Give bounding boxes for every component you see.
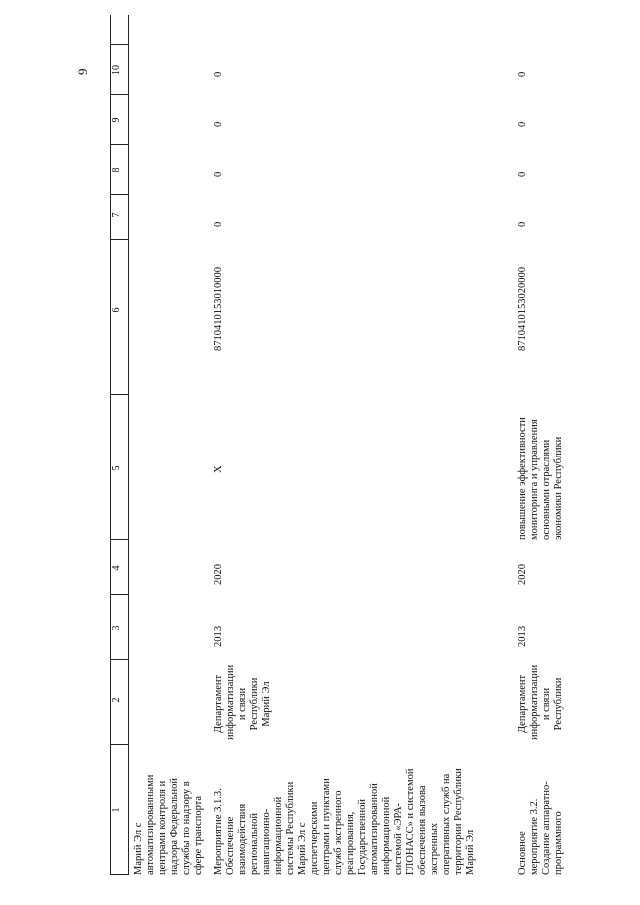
- col-divider: [110, 144, 128, 145]
- row-budget-code: 8710410153010000: [213, 267, 224, 351]
- row-executor: Департамент информатизации и связи Республики Марий Эл: [213, 664, 272, 740]
- row-continuation-text: Марий Эл с автоматизированными центрами контроля и надзора Федеральной службы по надзору в сфере транспорта: [133, 774, 204, 875]
- col-header-6: 6: [111, 307, 122, 313]
- row-value-9: 0: [517, 121, 528, 127]
- row-value-9: 0: [213, 121, 224, 127]
- page-number: 9: [75, 68, 90, 75]
- col-header-1: 1: [111, 807, 122, 813]
- row-result: повышение эффективности мониторинга и управления основными отраслями экономики Республики: [517, 417, 564, 540]
- col-divider: [110, 94, 128, 95]
- row-measure-name: Основное мероприятие 3.2. Создание аппаратно- программного: [517, 781, 564, 875]
- col-divider: [110, 594, 128, 595]
- col-header-4: 4: [111, 565, 122, 571]
- col-divider: [110, 239, 128, 240]
- row-end-year: 2020: [213, 564, 224, 585]
- row-end-year: 2020: [517, 564, 528, 585]
- col-divider: [110, 874, 128, 875]
- row-value-7: 0: [213, 221, 224, 227]
- col-header-3: 3: [111, 625, 122, 631]
- col-divider: [110, 44, 128, 45]
- col-header-5: 5: [111, 465, 122, 471]
- row-value-8: 0: [517, 171, 528, 177]
- col-divider: [110, 744, 128, 745]
- row-value-10: 0: [517, 71, 528, 77]
- row-start-year: 2013: [213, 626, 224, 647]
- row-budget-code: 8710410153020000: [517, 267, 528, 351]
- col-divider: [110, 659, 128, 660]
- col-header-9: 9: [111, 117, 122, 123]
- col-divider: [110, 394, 128, 395]
- col-header-2: 2: [111, 697, 122, 703]
- row-result: X: [213, 465, 224, 473]
- header-bottom-rule: [128, 15, 129, 875]
- col-header-10: 10: [111, 65, 122, 75]
- row-value-10: 0: [213, 71, 224, 77]
- col-header-8: 8: [111, 167, 122, 173]
- row-measure-name: Мероприятие 3.1.3. Обеспечение взаимодействия региональной навигационно- информационной системы Республики Марий Эл с диспетчерскими центрами и пунктами служб экстренного реагирования, Государственной автоматизированной информационной системой «ЭРА- ГЛОНАСС» и системой обеспечения вызова экстренных оперативных служб на территории Республики Марий Эл: [213, 768, 476, 875]
- col-header-7: 7: [111, 212, 122, 218]
- row-value-7: 0: [517, 221, 528, 227]
- col-divider: [110, 194, 128, 195]
- col-divider: [110, 539, 128, 540]
- row-start-year: 2013: [517, 626, 528, 647]
- row-executor: Департамент информатизации и связи Республики: [517, 664, 564, 740]
- row-value-8: 0: [213, 171, 224, 177]
